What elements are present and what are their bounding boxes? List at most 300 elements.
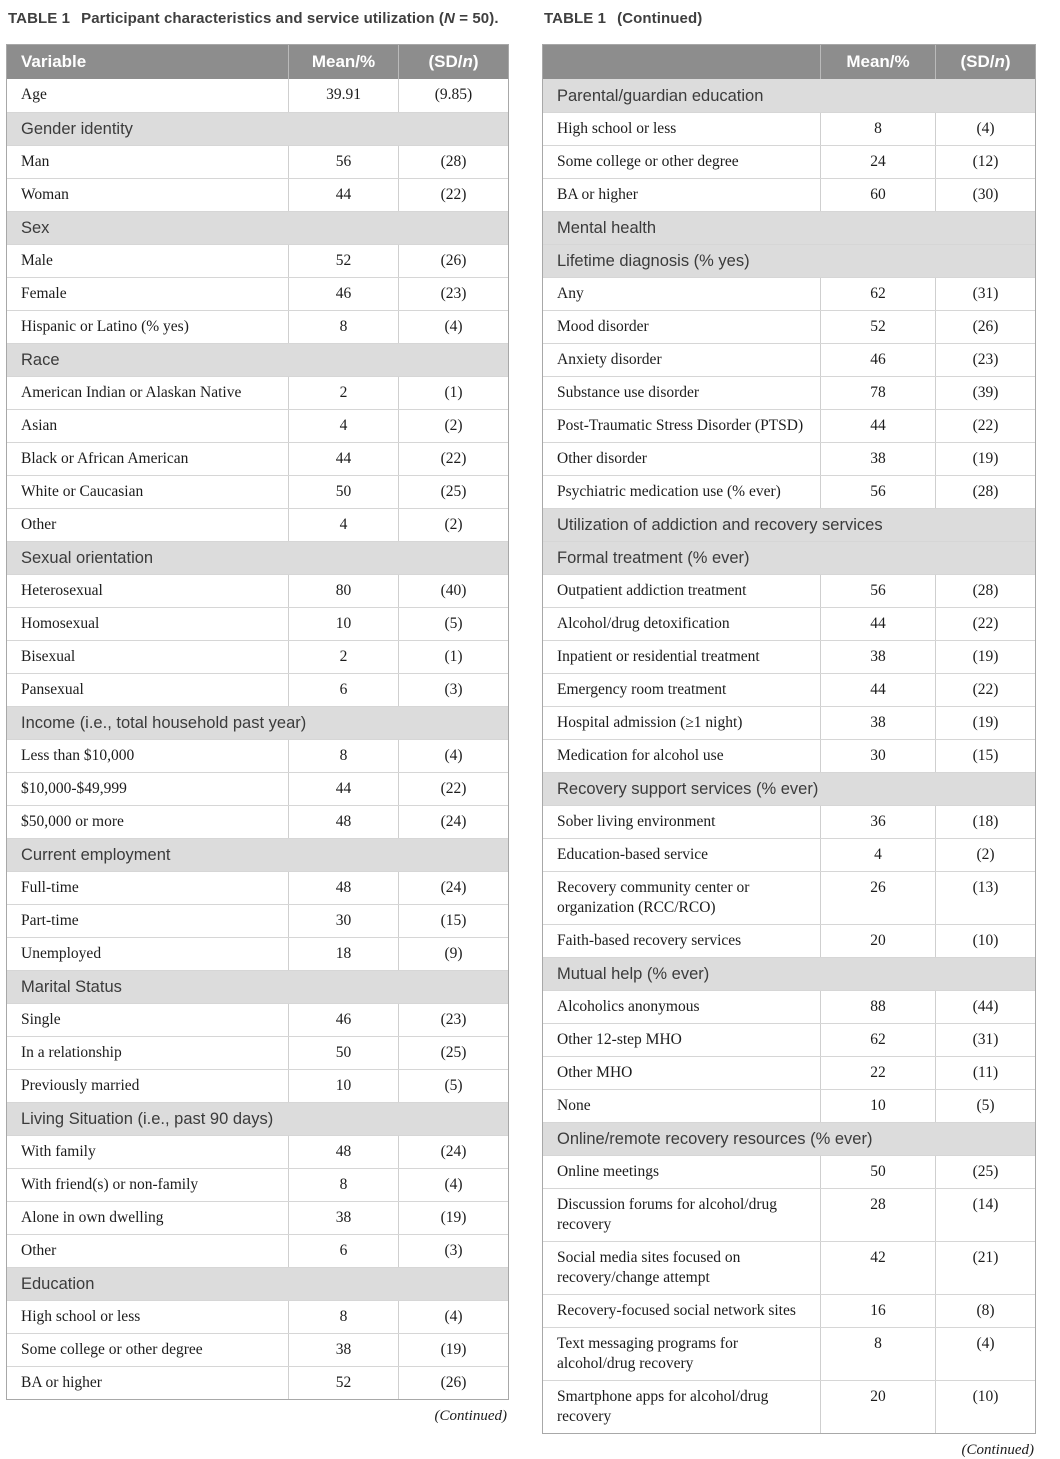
variable-cell: With family [21, 1143, 96, 1160]
variable-cell: Other MHO [557, 1064, 633, 1081]
header-sd-cell [398, 45, 508, 79]
mean-cell: 48 [288, 872, 398, 904]
sd-cell: (31) [935, 278, 1035, 310]
mean-cell: 50 [288, 476, 398, 508]
variable-cell: Text messaging programs for alcohol/drug recovery [557, 1335, 738, 1372]
sd-cell: (23) [935, 344, 1035, 376]
section-label: Lifetime diagnosis (% yes) [557, 252, 750, 270]
section-label: Utilization of addiction and recovery services [557, 516, 883, 534]
variable-cell: Any [557, 285, 584, 302]
table-row [7, 442, 508, 475]
table-row [7, 409, 508, 442]
section-label: Mental health [557, 219, 657, 237]
header-row [7, 45, 508, 79]
mean-cell: 44 [288, 773, 398, 805]
variable-cell: Anxiety disorder [557, 351, 662, 368]
variable-cell: Discussion forums for alcohol/drug recovery [557, 1196, 777, 1233]
sd-cell: (4) [398, 1169, 508, 1201]
section-row [543, 541, 1035, 574]
table-row [7, 772, 508, 805]
mean-cell: 4 [820, 839, 935, 871]
table-row [7, 1300, 508, 1333]
variable-cell: Hospital admission (≥1 night) [557, 714, 743, 731]
mean-cell: 56 [820, 575, 935, 607]
table-row [7, 145, 508, 178]
table-row [7, 607, 508, 640]
mean-cell: 50 [288, 1037, 398, 1069]
mean-cell: 48 [288, 1136, 398, 1168]
table-row [7, 1366, 508, 1399]
sd-cell: (5) [935, 1090, 1035, 1122]
mean-cell: 10 [288, 608, 398, 640]
table-row [7, 1135, 508, 1168]
table-row [7, 937, 508, 970]
mean-cell: 38 [820, 443, 935, 475]
variable-cell: Homosexual [21, 615, 100, 632]
mean-cell: 46 [820, 344, 935, 376]
variable-cell: Smartphone apps for alcohol/drug recovery [557, 1388, 769, 1425]
mean-cell: 44 [288, 179, 398, 211]
mean-cell: 46 [288, 278, 398, 310]
mean-cell: 78 [820, 377, 935, 409]
table-row [543, 376, 1035, 409]
variable-cell: Age [21, 86, 47, 103]
section-row [7, 343, 508, 376]
sd-cell: (1) [398, 377, 508, 409]
caption-text-end: = 50). [454, 10, 499, 27]
variable-cell: Mood disorder [557, 318, 649, 335]
table-row [7, 376, 508, 409]
table-row [7, 1168, 508, 1201]
table-column-left [6, 8, 509, 1459]
variable-cell: American Indian or Alaskan Native [21, 384, 242, 401]
table-body-right [543, 79, 1035, 1433]
table-row [7, 904, 508, 937]
table-row [543, 805, 1035, 838]
sd-cell: (2) [398, 410, 508, 442]
table-row [7, 1201, 508, 1234]
variable-cell: Female [21, 285, 67, 302]
variable-cell: Medication for alcohol use [557, 747, 724, 764]
variable-cell: Some college or other degree [557, 153, 739, 170]
sd-cell: (4) [935, 113, 1035, 145]
table-row [543, 442, 1035, 475]
mean-cell: 30 [288, 905, 398, 937]
variable-cell: Education-based service [557, 846, 709, 863]
variable-cell: None [557, 1097, 591, 1114]
sd-cell: (23) [398, 278, 508, 310]
sd-cell: (21) [935, 1242, 1035, 1294]
variable-cell: Woman [21, 186, 69, 203]
table-row [7, 1234, 508, 1267]
sd-cell: (44) [935, 991, 1035, 1023]
mean-cell: 52 [820, 311, 935, 343]
variable-cell: Man [21, 153, 50, 170]
sd-cell: (28) [398, 146, 508, 178]
section-row [543, 244, 1035, 277]
table-title-right [544, 10, 1036, 44]
mean-cell: 52 [288, 245, 398, 277]
variable-cell: Some college or other degree [21, 1341, 203, 1358]
sd-cell: (22) [398, 443, 508, 475]
section-row [7, 1102, 508, 1135]
sd-cell: (5) [398, 608, 508, 640]
table-row [543, 574, 1035, 607]
section-row [7, 541, 508, 574]
section-label: Mutual help (% ever) [557, 965, 710, 983]
variable-cell: Heterosexual [21, 582, 103, 599]
section-label: Formal treatment (% ever) [557, 549, 750, 567]
variable-cell: In a relationship [21, 1044, 122, 1061]
continued-note-left: (Continued) [434, 1408, 507, 1424]
table-row [543, 1188, 1035, 1241]
table-column-right [542, 8, 1036, 1459]
variable-cell: Previously married [21, 1077, 140, 1094]
table-caption-right [617, 10, 702, 27]
sd-cell: (12) [935, 146, 1035, 178]
section-row [7, 970, 508, 1003]
table-title-left [8, 10, 509, 44]
variable-cell: Recovery community center or organization (RCC/RCO) [557, 879, 750, 916]
mean-cell: 22 [820, 1057, 935, 1089]
table-row [7, 1036, 508, 1069]
mean-cell: 28 [820, 1189, 935, 1241]
mean-cell: 62 [820, 1024, 935, 1056]
mean-cell: 38 [288, 1202, 398, 1234]
mean-cell: 52 [288, 1367, 398, 1399]
header-sd-cell [935, 45, 1035, 79]
variable-cell: Recovery-focused social network sites [557, 1302, 796, 1319]
sd-cell: (4) [398, 1301, 508, 1333]
mean-cell: 88 [820, 991, 935, 1023]
mean-cell: 38 [820, 641, 935, 673]
sd-cell: (25) [935, 1156, 1035, 1188]
mean-cell: 6 [288, 674, 398, 706]
variable-cell: Black or African American [21, 450, 189, 467]
table-row [543, 990, 1035, 1023]
sd-cell: (28) [935, 476, 1035, 508]
variable-cell: Faith-based recovery services [557, 932, 742, 949]
participant-table-right [542, 44, 1036, 1434]
participant-table-left [6, 44, 509, 1400]
sd-cell: (15) [935, 740, 1035, 772]
sd-cell: (30) [935, 179, 1035, 211]
table-row [543, 1155, 1035, 1188]
table-row [543, 475, 1035, 508]
mean-cell: 24 [820, 146, 935, 178]
section-label: Recovery support services (% ever) [557, 780, 819, 798]
variable-cell: Online meetings [557, 1163, 660, 1180]
table-row [543, 409, 1035, 442]
variable-cell: $10,000-$49,999 [21, 780, 127, 797]
section-row [543, 772, 1035, 805]
sd-cell: (19) [935, 641, 1035, 673]
continued-note-right: (Continued) [961, 1442, 1034, 1458]
sd-header-text-end: ) [472, 52, 479, 71]
sd-cell: (24) [398, 1136, 508, 1168]
sd-header-text: (SD/ [960, 52, 995, 71]
mean-cell: 56 [288, 146, 398, 178]
section-label: Parental/guardian education [557, 86, 764, 105]
mean-cell: 4 [288, 410, 398, 442]
section-label: Sexual orientation [21, 549, 154, 567]
variable-cell: Outpatient addiction treatment [557, 582, 747, 599]
table-row [7, 475, 508, 508]
sd-cell: (4) [398, 311, 508, 343]
mean-cell: 38 [820, 707, 935, 739]
sd-cell: (9.85) [398, 79, 508, 112]
sd-cell: (24) [398, 872, 508, 904]
sd-cell: (22) [398, 179, 508, 211]
variable-cell: Other [21, 516, 57, 533]
variable-cell: Substance use disorder [557, 384, 700, 401]
section-label: Gender identity [21, 120, 133, 138]
mean-cell: 50 [820, 1156, 935, 1188]
table-row [543, 343, 1035, 376]
table-row [7, 277, 508, 310]
sd-cell: (4) [935, 1328, 1035, 1380]
table-row [7, 79, 508, 112]
variable-cell: High school or less [557, 120, 677, 137]
table-row [543, 112, 1035, 145]
table-row [543, 277, 1035, 310]
sd-cell: (10) [935, 1381, 1035, 1433]
section-label: Living Situation (i.e., past 90 days) [21, 1110, 274, 1128]
caption-text: Participant characteristics and service utilization ( [81, 10, 445, 27]
sd-cell: (26) [935, 311, 1035, 343]
section-label: Sex [21, 219, 50, 237]
sd-cell: (25) [398, 1037, 508, 1069]
sd-cell: (14) [935, 1189, 1035, 1241]
table-row [543, 1241, 1035, 1294]
mean-cell: 56 [820, 476, 935, 508]
sd-header-italic-n: n [462, 52, 473, 71]
variable-cell: Sober living environment [557, 813, 716, 830]
table-row [7, 1069, 508, 1102]
table-row [7, 673, 508, 706]
mean-cell: 30 [820, 740, 935, 772]
table-row [543, 1327, 1035, 1380]
table-row [543, 145, 1035, 178]
sd-cell: (23) [398, 1004, 508, 1036]
mean-cell: 39.91 [288, 79, 398, 112]
variable-cell: $50,000 or more [21, 813, 124, 830]
section-label: Online/remote recovery resources (% ever) [557, 1130, 873, 1148]
sd-cell: (24) [398, 806, 508, 838]
variable-cell: High school or less [21, 1308, 141, 1325]
sd-cell: (3) [398, 674, 508, 706]
section-row [543, 79, 1035, 112]
table-row [7, 1003, 508, 1036]
table-row [543, 607, 1035, 640]
header-variable-cell: Variable [21, 52, 87, 71]
variable-cell: BA or higher [557, 186, 638, 203]
sd-cell: (22) [398, 773, 508, 805]
table-body-left [7, 79, 508, 1399]
sd-cell: (2) [398, 509, 508, 541]
mean-cell: 2 [288, 641, 398, 673]
section-label: Current employment [21, 846, 171, 864]
sd-cell: (10) [935, 925, 1035, 957]
section-row [7, 838, 508, 871]
section-label: Income (i.e., total household past year) [21, 714, 307, 732]
mean-cell: 8 [288, 311, 398, 343]
table-row [543, 739, 1035, 772]
variable-cell: Social media sites focused on recovery/change attempt [557, 1249, 741, 1286]
table-number-label: TABLE 1 [8, 10, 71, 27]
variable-cell: Other 12-step MHO [557, 1031, 682, 1048]
sd-cell: (26) [398, 1367, 508, 1399]
variable-cell: White or Caucasian [21, 483, 144, 500]
section-label: Education [21, 1275, 95, 1293]
table-row [543, 178, 1035, 211]
section-row [7, 211, 508, 244]
table-row [543, 1294, 1035, 1327]
sd-cell: (11) [935, 1057, 1035, 1089]
sd-cell: (19) [398, 1202, 508, 1234]
mean-cell: 44 [820, 410, 935, 442]
mean-cell: 62 [820, 278, 935, 310]
variable-cell: With friend(s) or non-family [21, 1176, 199, 1193]
table-row [7, 574, 508, 607]
sd-cell: (22) [935, 410, 1035, 442]
mean-cell: 48 [288, 806, 398, 838]
variable-cell: Other disorder [557, 450, 647, 467]
sd-cell: (40) [398, 575, 508, 607]
sd-cell: (5) [398, 1070, 508, 1102]
mean-cell: 20 [820, 925, 935, 957]
variable-cell: Alcoholics anonymous [557, 998, 700, 1015]
sd-cell: (19) [398, 1334, 508, 1366]
mean-cell: 38 [288, 1334, 398, 1366]
header-row [543, 45, 1035, 79]
mean-cell: 4 [288, 509, 398, 541]
sd-cell: (31) [935, 1024, 1035, 1056]
variable-cell: Single [21, 1011, 61, 1028]
header-mean-cell: Mean/% [820, 45, 935, 79]
table-row [7, 871, 508, 904]
variable-cell: Other [21, 1242, 57, 1259]
table-row [7, 739, 508, 772]
mean-cell: 6 [288, 1235, 398, 1267]
variable-cell: Bisexual [21, 648, 76, 665]
mean-cell: 44 [820, 608, 935, 640]
mean-cell: 42 [820, 1242, 935, 1294]
table-row [7, 805, 508, 838]
variable-cell: Alcohol/drug detoxification [557, 615, 730, 632]
section-label: Marital Status [21, 978, 122, 996]
table-row [543, 706, 1035, 739]
sd-cell: (4) [398, 740, 508, 772]
mean-cell: 10 [288, 1070, 398, 1102]
sd-cell: (25) [398, 476, 508, 508]
table-row [543, 1380, 1035, 1433]
variable-cell: Hispanic or Latino (% yes) [21, 318, 189, 335]
mean-cell: 36 [820, 806, 935, 838]
table-row [543, 310, 1035, 343]
sd-cell: (28) [935, 575, 1035, 607]
section-row [543, 508, 1035, 541]
sd-cell: (2) [935, 839, 1035, 871]
variable-cell: Psychiatric medication use (% ever) [557, 483, 781, 500]
header-mean-cell: Mean/% [288, 45, 398, 79]
mean-cell: 44 [288, 443, 398, 475]
variable-cell: Inpatient or residential treatment [557, 648, 760, 665]
variable-cell: Unemployed [21, 945, 102, 962]
mean-cell: 60 [820, 179, 935, 211]
mean-cell: 26 [820, 872, 935, 924]
variable-cell: Emergency room treatment [557, 681, 727, 698]
table-row [7, 310, 508, 343]
sd-cell: (3) [398, 1235, 508, 1267]
variable-cell: Post-Traumatic Stress Disorder (PTSD) [557, 417, 804, 434]
caption-text: (Continued) [617, 10, 703, 27]
sd-cell: (26) [398, 245, 508, 277]
sd-cell: (22) [935, 674, 1035, 706]
mean-cell: 44 [820, 674, 935, 706]
mean-cell: 46 [288, 1004, 398, 1036]
mean-cell: 8 [820, 113, 935, 145]
mean-cell: 8 [288, 1301, 398, 1333]
table-row [7, 244, 508, 277]
variable-cell: Pansexual [21, 681, 84, 698]
sd-cell: (19) [935, 443, 1035, 475]
table-row [543, 1089, 1035, 1122]
mean-cell: 20 [820, 1381, 935, 1433]
sd-header-text: (SD/ [428, 52, 463, 71]
table-row [543, 924, 1035, 957]
section-row [543, 1122, 1035, 1155]
sd-cell: (39) [935, 377, 1035, 409]
table-row [543, 1023, 1035, 1056]
variable-cell: BA or higher [21, 1374, 102, 1391]
section-row [543, 957, 1035, 990]
sd-cell: (13) [935, 872, 1035, 924]
mean-cell: 16 [820, 1295, 935, 1327]
section-row [7, 1267, 508, 1300]
section-row [7, 112, 508, 145]
variable-cell: Alone in own dwelling [21, 1209, 164, 1226]
mean-cell: 8 [288, 1169, 398, 1201]
table-row [543, 673, 1035, 706]
table-caption-left [81, 10, 499, 27]
sd-cell: (8) [935, 1295, 1035, 1327]
variable-cell: Full-time [21, 879, 79, 896]
sd-cell: (9) [398, 938, 508, 970]
variable-cell: Asian [21, 417, 58, 434]
sd-header-text-end: ) [1004, 52, 1011, 71]
variable-cell: Male [21, 252, 53, 269]
mean-cell: 8 [820, 1328, 935, 1380]
sd-cell: (18) [935, 806, 1035, 838]
mean-cell: 80 [288, 575, 398, 607]
sd-cell: (19) [935, 707, 1035, 739]
table-row [7, 640, 508, 673]
mean-cell: 18 [288, 938, 398, 970]
table-row [7, 1333, 508, 1366]
mean-cell: 8 [288, 740, 398, 772]
sd-cell: (15) [398, 905, 508, 937]
section-label: Race [21, 351, 60, 369]
sd-header-italic-n: n [994, 52, 1005, 71]
sd-cell: (1) [398, 641, 508, 673]
variable-cell: Less than $10,000 [21, 747, 135, 764]
mean-cell: 10 [820, 1090, 935, 1122]
table-number-label: TABLE 1 [544, 10, 607, 27]
table-row [7, 508, 508, 541]
mean-cell: 2 [288, 377, 398, 409]
caption-italic-n: N [444, 10, 455, 27]
